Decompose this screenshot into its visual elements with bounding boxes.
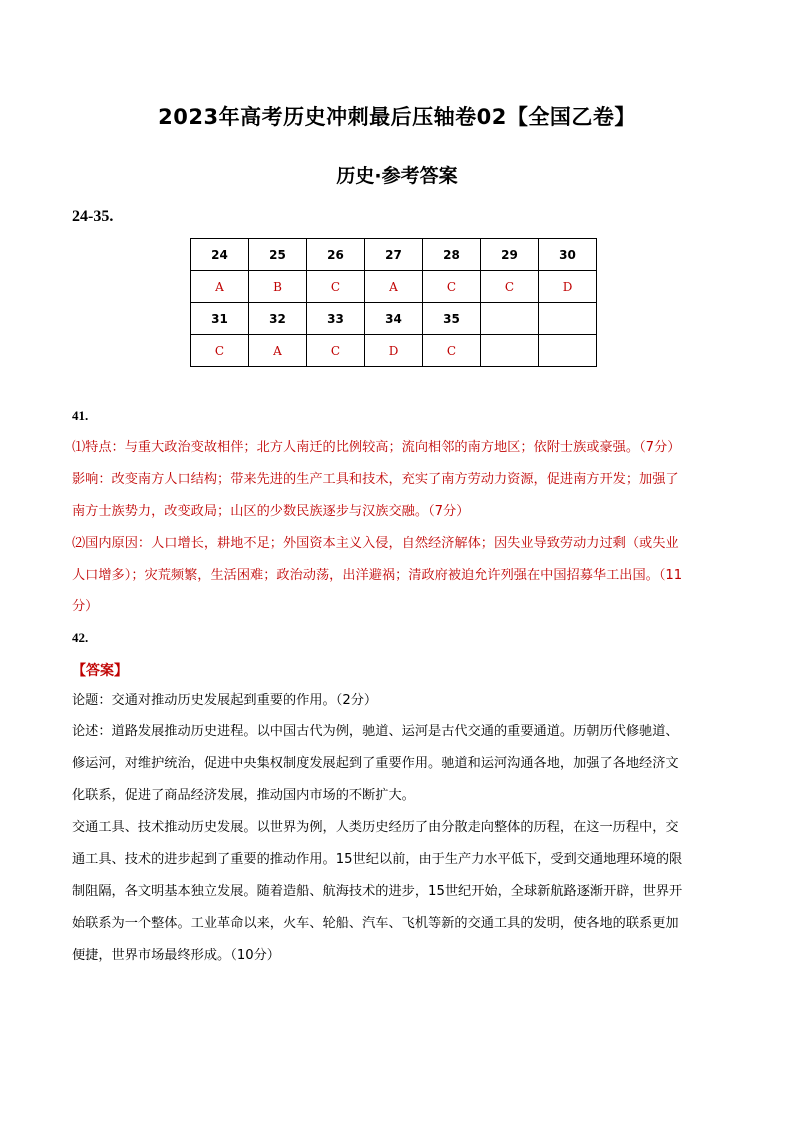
question-number-cell: 30 xyxy=(539,239,597,271)
answer-cell xyxy=(481,335,539,367)
answer-cell: C xyxy=(307,335,365,367)
q41-line: 人口增多）；灾荒频繁，生活困难；政治动荡，出洋避祸；清政府被迫允许列强在中国招募华工出国。（11 xyxy=(72,568,683,583)
answer-cell: C xyxy=(423,271,481,303)
q41-line: 分） xyxy=(72,599,99,614)
q42-line: 便捷，世界市场最终形成。（10分） xyxy=(72,948,280,963)
answer-cell: B xyxy=(249,271,307,303)
answer-cell: C xyxy=(191,335,249,367)
answer-cell xyxy=(539,335,597,367)
answer-cell: A xyxy=(191,271,249,303)
question-number-cell: 34 xyxy=(365,303,423,335)
answer-label: 【答案】 xyxy=(72,663,128,679)
q42-line: 通工具、技术的进步起到了重要的推动作用。15世纪以前，由于生产力水平低下，受到交通地理环境的限 xyxy=(72,852,683,867)
answer-cell: C xyxy=(307,271,365,303)
q42-number: 42. xyxy=(72,630,89,645)
question-number-cell: 24 xyxy=(191,239,249,271)
q42-line: 化联系，促进了商品经济发展，推动国内市场的不断扩大。 xyxy=(72,788,415,803)
q41-line: 影响：改变南方人口结构；带来先进的生产工具和技术，充实了南方劳动力资源，促进南方开发；加强了 xyxy=(72,472,679,487)
question-number-cell xyxy=(481,303,539,335)
answer-table xyxy=(190,238,597,367)
question-number-cell: 28 xyxy=(423,239,481,271)
q42-line: 论题：交通对推动历史发展起到重要的作用。（2分） xyxy=(72,693,378,708)
q42-line: 修运河，对维护统治，促进中央集权制度发展起到了重要作用。驰道和运河沟通各地，加强了各地经济文 xyxy=(72,756,679,771)
q41-line: ⑴特点：与重大政治变故相伴；北方人南迁的比例较高；流向相邻的南方地区；依附士族或豪强。（7分） xyxy=(72,440,681,455)
answer-cell: A xyxy=(249,335,307,367)
q41-number: 41. xyxy=(72,408,89,423)
table-row xyxy=(191,271,597,303)
question-number-cell: 26 xyxy=(307,239,365,271)
q42-line: 论述：道路发展推动历史进程。以中国古代为例，驰道、运河是古代交通的重要通道。历朝历代修驰道、 xyxy=(72,724,679,739)
table-row xyxy=(191,335,597,367)
table-row xyxy=(191,303,597,335)
answer-cell: D xyxy=(365,335,423,367)
question-number-cell xyxy=(539,303,597,335)
answer-cell: C xyxy=(481,271,539,303)
table-row xyxy=(191,239,597,271)
page-subtitle: 历史·参考答案 xyxy=(336,165,458,187)
mc-range-label: 24-35. xyxy=(72,208,114,225)
page-title: 2023年高考历史冲刺最后压轴卷02【全国乙卷】 xyxy=(158,105,636,129)
q42-line: 交通工具、技术推动历史发展。以世界为例，人类历史经历了由分散走向整体的历程，在这一历程中，交 xyxy=(72,820,679,835)
question-number-cell: 31 xyxy=(191,303,249,335)
question-number-cell: 33 xyxy=(307,303,365,335)
question-number-cell: 35 xyxy=(423,303,481,335)
q41-line: ⑵国内原因：人口增长，耕地不足；外国资本主义入侵，自然经济解体；因失业导致劳动力过剩（或失业 xyxy=(72,536,679,551)
answer-cell: C xyxy=(423,335,481,367)
answer-cell: A xyxy=(365,271,423,303)
answer-cell: D xyxy=(539,271,597,303)
q42-line: 始联系为一个整体。工业革命以来，火车、轮船、汽车、飞机等新的交通工具的发明，使各地的联系更加 xyxy=(72,916,679,931)
q41-line: 南方士族势力，改变政局；山区的少数民族逐步与汉族交融。（7分） xyxy=(72,504,470,519)
question-number-cell: 29 xyxy=(481,239,539,271)
q42-line: 制阻隔，各文明基本独立发展。随着造船、航海技术的进步，15世纪开始，全球新航路逐渐开辟，世界开 xyxy=(72,884,683,899)
question-number-cell: 32 xyxy=(249,303,307,335)
question-number-cell: 25 xyxy=(249,239,307,271)
question-number-cell: 27 xyxy=(365,239,423,271)
